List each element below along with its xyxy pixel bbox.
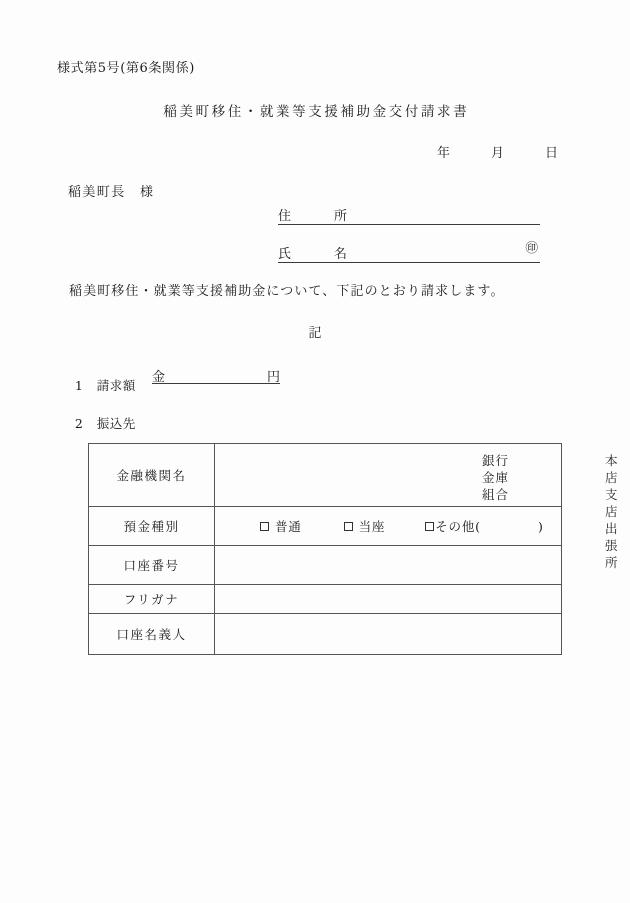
- checkbox-other-label: その他: [435, 519, 476, 534]
- account-holder-input[interactable]: [215, 614, 562, 655]
- branch-type-branch: 支店: [605, 487, 619, 519]
- checkbox-other[interactable]: [425, 517, 543, 535]
- table-row: [89, 585, 562, 614]
- branch-type-satellite: 出張所: [605, 521, 619, 570]
- bank-transfer-table: [88, 443, 619, 655]
- page-title: 稲美町移住・就業等支援補助金交付請求書: [163, 104, 470, 120]
- other-close-paren: ): [538, 518, 543, 534]
- table-row: [89, 614, 562, 655]
- row-label-deposit-type: 預金種別: [89, 507, 215, 546]
- addressee-line: 稲美町長 様: [68, 185, 155, 200]
- seal-icon: ㊞: [525, 240, 538, 255]
- address-label: 住 所: [278, 209, 349, 224]
- currency-prefix: 金: [152, 370, 166, 385]
- item-1-heading: [57, 367, 136, 405]
- request-statement: 稲美町移住・就業等支援補助金について、下記のとおり請求します。: [69, 284, 505, 299]
- institution-type-shinkin: 金庫: [482, 470, 510, 485]
- table-row: [89, 507, 562, 546]
- ki-marker: 記: [308, 326, 322, 341]
- branch-type-options: [605, 452, 619, 571]
- row-label-furigana: フリガナ: [89, 585, 215, 614]
- name-field[interactable]: [278, 241, 540, 263]
- checkbox-ordinary-label: 普通: [275, 519, 302, 534]
- branch-type-head-office: 本店: [605, 453, 619, 485]
- checkbox-current-label: 当座: [358, 519, 386, 534]
- institution-type-bank: 銀行: [482, 453, 510, 468]
- checkbox-current[interactable]: [344, 517, 386, 535]
- row-label-account-number: 口座番号: [89, 546, 215, 585]
- item-2-heading: [57, 405, 136, 443]
- table-row: [89, 546, 562, 585]
- table-row: [89, 444, 562, 507]
- item-2-number: 2: [74, 415, 84, 431]
- checkbox-icon: [344, 522, 353, 531]
- amount-input[interactable]: [152, 364, 280, 384]
- checkbox-icon: [425, 522, 434, 531]
- row-label-institution-name: 金融機関名: [89, 444, 215, 507]
- other-open-paren: (: [475, 518, 481, 534]
- institution-type-options: [482, 452, 509, 503]
- form-number: 様式第5号(第6条関係): [57, 61, 195, 76]
- date-line: 年 月 日: [437, 146, 559, 161]
- checkbox-ordinary[interactable]: [260, 517, 302, 535]
- item-1-label: 請求額: [96, 377, 136, 393]
- row-label-account-holder: 口座名義人: [89, 614, 215, 655]
- item-2-label: 振込先: [96, 415, 136, 431]
- checkbox-icon: [260, 522, 269, 531]
- item-1-number: 1: [74, 377, 84, 393]
- address-field[interactable]: [278, 203, 540, 225]
- furigana-input[interactable]: [215, 585, 562, 614]
- deposit-type-cell: [215, 507, 562, 546]
- currency-suffix: 円: [266, 370, 280, 385]
- name-label: 氏 名: [278, 247, 349, 262]
- institution-type-union: 組合: [482, 487, 510, 502]
- account-number-input[interactable]: [215, 546, 562, 585]
